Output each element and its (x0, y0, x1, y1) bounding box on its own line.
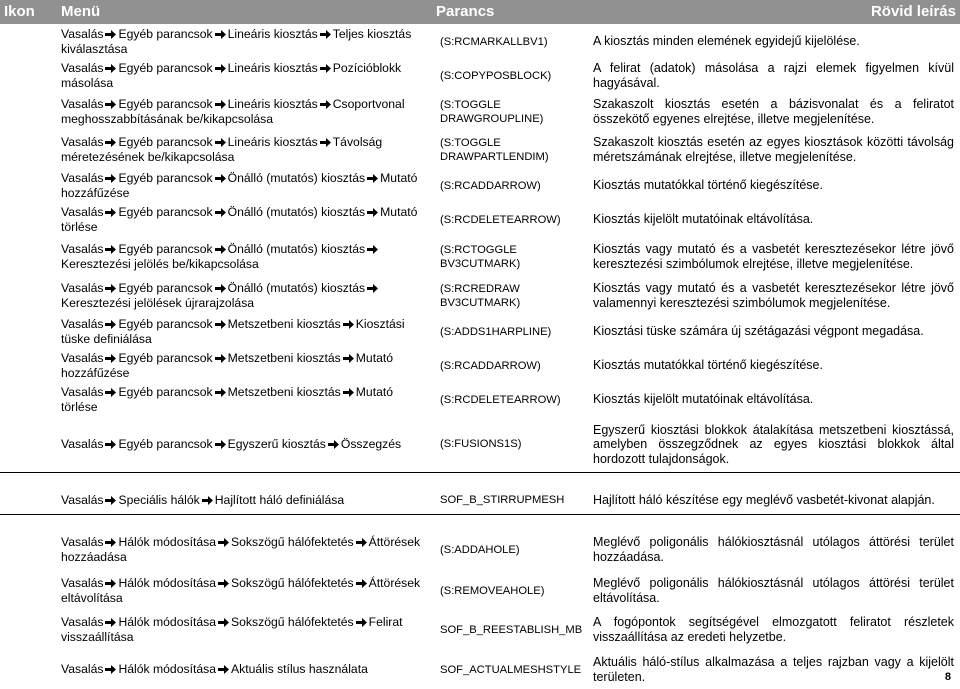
arrow-right-icon (367, 174, 378, 183)
arrow-right-icon (105, 174, 116, 183)
command-description: Kiosztás kijelölt mutatóinak eltávolítása. (593, 392, 814, 407)
command-description: Kiosztás kijelölt mutatóinak eltávolítása. (593, 212, 814, 227)
table-row (0, 382, 960, 416)
menu-path (57, 24, 432, 58)
command-icon-cell (0, 485, 57, 515)
header-ikon: Ikon (0, 0, 57, 24)
arrow-right-icon (356, 579, 367, 588)
menu-path-segment: Vasalás (61, 492, 104, 507)
arrow-right-icon (105, 440, 116, 449)
menu-path-segment: Vasalás (61, 662, 104, 677)
menu-path-segment: Vasalás (61, 385, 104, 399)
menu-path-segment: Vasalás (61, 97, 104, 111)
arrow-right-icon (215, 208, 226, 217)
header-parancs: Parancs (432, 0, 589, 24)
menu-path (57, 236, 432, 276)
command-code: (S:RCADDARROW) (440, 359, 541, 372)
arrow-right-icon (356, 618, 367, 627)
arrow-right-icon (343, 388, 354, 397)
command-code: (S:RCDELETEARROW) (440, 393, 561, 406)
arrow-right-icon (215, 440, 226, 449)
arrow-right-icon (105, 30, 116, 39)
menu-path-segment: Egyéb parancsok (118, 27, 213, 41)
separator-cell (589, 515, 960, 528)
command-description: Kiosztás vagy mutató és a vasbetét keresztezésekor létre jövő valamennyi keresztezési szimbólumok megjelenítése. (593, 281, 954, 310)
arrow-right-icon (105, 64, 116, 73)
menu-path-segment: Vasalás (61, 27, 104, 41)
menu-path-segment: Egyéb parancsok (118, 61, 213, 75)
arrow-right-icon (320, 64, 331, 73)
menu-path-segment: Lineáris kiosztás (227, 97, 318, 111)
arrow-right-icon (367, 208, 378, 217)
command-code: (S:TOGGLE DRAWGROUPLINE) (440, 98, 544, 125)
command-icon-cell (0, 649, 57, 689)
page-number: 8 (944, 671, 951, 683)
menu-path-segment: Hálók módosítása (118, 615, 217, 629)
arrow-right-icon (356, 538, 367, 547)
table-row (0, 236, 960, 276)
table-row (0, 92, 960, 130)
menu-path (57, 527, 432, 571)
menu-path (57, 202, 432, 236)
arrow-right-icon (218, 538, 229, 547)
menu-path-segment: Lineáris kiosztás (227, 27, 318, 41)
command-icon-cell (0, 571, 57, 609)
table-row (0, 168, 960, 202)
menu-path (57, 348, 432, 382)
menu-path-segment: Lineáris kiosztás (227, 61, 318, 75)
menu-path (57, 130, 432, 168)
command-description: Aktuális háló-stílus alkalmazása a teljes rajzban vagy a kijelölt területen. (593, 655, 954, 684)
header-leiras: Rövid leírás (589, 0, 960, 24)
menu-path (57, 485, 432, 515)
arrow-right-icon (105, 354, 116, 363)
command-code: (S:ADDS1HARPLINE) (440, 325, 552, 338)
command-icon-cell (0, 382, 57, 416)
table-row (0, 527, 960, 571)
menu-path-segment: Vasalás (61, 205, 104, 219)
command-code: (S:ADDAHOLE) (440, 543, 520, 556)
menu-path-segment: Csoportvonal meghosszabbításának be/kikapcsolása (61, 97, 405, 126)
menu-path-segment: Egyszerű kiosztás (227, 437, 326, 451)
arrow-right-icon (218, 618, 229, 627)
menu-path-segment: Önálló (mutatós) kiosztás (227, 281, 366, 295)
menu-path-segment: Kiosztási tüske definiálása (61, 317, 405, 346)
arrow-right-icon (215, 354, 226, 363)
command-icon-cell (0, 609, 57, 649)
table-row (0, 416, 960, 472)
menu-path (57, 649, 432, 689)
menu-path-segment: Egyéb parancsok (118, 205, 213, 219)
arrow-right-icon (105, 496, 116, 505)
group-separator (0, 515, 960, 528)
menu-path-segment: Vasalás (61, 351, 104, 365)
separator-cell (0, 515, 57, 528)
arrow-right-icon (215, 100, 226, 109)
arrow-right-icon (105, 138, 116, 147)
menu-path-segment: Vasalás (61, 242, 104, 256)
menu-path-segment: Vasalás (61, 437, 104, 451)
command-code: (S:RCREDRAW BV3CUTMARK) (440, 282, 521, 309)
menu-path-segment: Keresztezési jelölések újrarajzolása (61, 295, 255, 310)
command-icon-cell (0, 527, 57, 571)
menu-path-segment: Metszetbeni kiosztás (227, 351, 341, 365)
command-icon-cell (0, 92, 57, 130)
arrow-right-icon (320, 138, 331, 147)
command-icon-cell (0, 24, 57, 58)
menu-path-segment: Önálló (mutatós) kiosztás (227, 205, 366, 219)
arrow-right-icon (105, 100, 116, 109)
menu-path-segment: Vasalás (61, 61, 104, 75)
menu-path-segment: Aktuális stílus használata (231, 662, 368, 677)
arrow-right-icon (215, 138, 226, 147)
arrow-right-icon (105, 245, 116, 254)
menu-path-segment: Önálló (mutatós) kiosztás (227, 171, 366, 185)
command-code: SOF_B_STIRRUPMESH (440, 493, 565, 506)
separator-cell (589, 472, 960, 485)
command-icon-cell (0, 58, 57, 92)
menu-path (57, 168, 432, 202)
menu-path-segment: Összegzés (340, 437, 402, 451)
menu-path-segment: Speciális hálók (118, 492, 200, 507)
arrow-right-icon (105, 388, 116, 397)
menu-path-segment: Önálló (mutatós) kiosztás (227, 242, 366, 256)
table-header-row (0, 0, 960, 24)
menu-path-segment: Egyéb parancsok (118, 135, 213, 149)
command-description: A felirat (adatok) másolása a rajzi elemek figyelmen kívül hagyásával. (593, 61, 954, 90)
menu-path-segment: Egyéb parancsok (118, 317, 213, 331)
menu-path-segment: Vasalás (61, 576, 104, 590)
menu-path-segment: Távolság méretezésének be/kikapcsolása (61, 135, 383, 164)
menu-path-segment: Keresztezési jelölés be/kikapcsolása (61, 256, 259, 271)
menu-path-segment: Sokszögű hálófektetés (231, 576, 354, 590)
menu-path (57, 314, 432, 348)
arrow-right-icon (218, 665, 229, 674)
menu-path-segment: Hálók módosítása (118, 576, 217, 590)
arrow-right-icon (105, 320, 116, 329)
separator-cell (57, 472, 432, 485)
arrow-right-icon (218, 579, 229, 588)
arrow-right-icon (202, 496, 213, 505)
arrow-right-icon (215, 30, 226, 39)
table-row (0, 24, 960, 58)
table-row (0, 649, 960, 689)
table-row (0, 276, 960, 314)
arrow-right-icon (215, 245, 226, 254)
command-icon-cell (0, 236, 57, 276)
menu-path-segment: Sokszögű hálófektetés (231, 535, 354, 549)
menu-path-segment: Lineáris kiosztás (227, 135, 318, 149)
command-icon-cell (0, 416, 57, 472)
menu-path-segment: Teljes kiosztás kiválasztása (61, 27, 412, 56)
separator-cell (432, 472, 589, 485)
command-description: Kiosztás mutatókkal történő kiegészítése. (593, 358, 823, 373)
command-icon-cell (0, 168, 57, 202)
menu-path (57, 609, 432, 649)
separator-cell (57, 515, 432, 528)
menu-path-segment: Áttörések eltávolítása (61, 576, 421, 605)
table-row (0, 609, 960, 649)
command-code: SOF_B_REESTABLISH_MB (440, 623, 583, 636)
arrow-right-icon (343, 354, 354, 363)
command-code: (S:RCDELETEARROW) (440, 213, 561, 226)
arrow-right-icon (343, 320, 354, 329)
separator-cell (0, 472, 57, 485)
menu-path (57, 571, 432, 609)
table-row (0, 314, 960, 348)
command-description: Szakaszolt kiosztás esetén a bázisvonalat és a feliratot összekötő egyenes elrejtése, illetve megjelenítése. (593, 97, 954, 126)
menu-path-segment: Mutató törlése (61, 205, 418, 234)
menu-path-segment: Áttörések hozzáadása (61, 535, 421, 564)
command-description: Kiosztás mutatókkal történő kiegészítése. (593, 178, 823, 193)
menu-path-segment: Hálók módosítása (118, 535, 217, 549)
menu-path-segment: Vasalás (61, 281, 104, 295)
command-description: A fogópontok segítségével elmozgatott feliratot részletek visszaállítása az eredeti helyzetbe. (593, 615, 954, 644)
menu-path-segment: Egyéb parancsok (118, 171, 213, 185)
arrow-right-icon (105, 538, 116, 547)
command-description: Meglévő poligonális hálókiosztásnál utólagos áttörési terület hozzáadása. (593, 535, 954, 564)
arrow-right-icon (320, 100, 331, 109)
command-icon-cell (0, 130, 57, 168)
table-row (0, 130, 960, 168)
menu-path (57, 58, 432, 92)
menu-path (57, 416, 432, 472)
table-row (0, 202, 960, 236)
arrow-right-icon (215, 320, 226, 329)
command-code: (S:RCTOGGLE BV3CUTMARK) (440, 243, 521, 270)
command-code: (S:RCADDARROW) (440, 179, 541, 192)
command-description: A kiosztás minden elemének egyidejű kijelölése. (593, 34, 860, 49)
table-row (0, 348, 960, 382)
menu-path-segment: Egyéb parancsok (118, 437, 213, 451)
table-row (0, 58, 960, 92)
command-code: (S:COPYPOSBLOCK) (440, 69, 552, 82)
arrow-right-icon (105, 579, 116, 588)
menu-path-segment: Hajlított háló definiálása (214, 492, 345, 507)
command-code: SOF_ACTUALMESHSTYLE (440, 663, 582, 676)
menu-path-segment: Mutató törlése (61, 385, 394, 414)
menu-path-segment: Vasalás (61, 171, 104, 185)
command-description: Egyszerű kiosztási blokkok átalakítása metszetbeni kiosztássá, amelyben összegződnek az egyes kiosztási blokkok által hordozott tulajdonságok. (593, 422, 954, 466)
menu-path-segment: Egyéb parancsok (118, 281, 213, 295)
menu-path-segment: Vasalás (61, 535, 104, 549)
arrow-right-icon (367, 284, 378, 293)
command-description: Kiosztási tüske számára új szétágazási végpont megadása. (593, 324, 924, 339)
menu-path (57, 276, 432, 314)
arrow-right-icon (367, 245, 378, 254)
menu-path-segment: Metszetbeni kiosztás (227, 317, 341, 331)
menu-path-segment: Vasalás (61, 317, 104, 331)
command-code: (S:TOGGLE DRAWPARTLENDIM) (440, 136, 549, 163)
arrow-right-icon (320, 30, 331, 39)
menu-path-segment: Metszetbeni kiosztás (227, 385, 341, 399)
menu-path-segment: Vasalás (61, 135, 104, 149)
arrow-right-icon (105, 208, 116, 217)
group-separator (0, 472, 960, 485)
command-code: (S:REMOVEAHOLE) (440, 584, 545, 597)
menu-path-segment: Egyéb parancsok (118, 385, 213, 399)
arrow-right-icon (105, 665, 116, 674)
menu-path (57, 382, 432, 416)
separator-cell (432, 515, 589, 528)
arrow-right-icon (215, 64, 226, 73)
command-icon-cell (0, 348, 57, 382)
command-icon-cell (0, 276, 57, 314)
command-description: Szakaszolt kiosztás esetén az egyes kiosztások közötti távolság méretszámának elrejtése, illetve megjelenítése. (593, 135, 954, 164)
menu-path-segment: Mutató hozzáfűzése (61, 351, 394, 380)
menu-path-segment: Vasalás (61, 615, 104, 629)
menu-path-segment: Mutató hozzáfűzése (61, 171, 418, 200)
command-code: (S:FUSIONS1S) (440, 438, 522, 451)
menu-path-segment: Egyéb parancsok (118, 97, 213, 111)
table-row (0, 485, 960, 515)
menu-path-segment: Felirat visszaállítása (61, 615, 403, 644)
table-row (0, 571, 960, 609)
menu-path-segment: Sokszögű hálófektetés (231, 615, 354, 629)
command-description: Hajlított háló készítése egy meglévő vasbetét-kivonat alapján. (593, 492, 935, 507)
command-description: Kiosztás vagy mutató és a vasbetét keresztezésekor létre jövő keresztezési szimbólumok elrejtése, illetve megjelenítése. (593, 242, 954, 271)
menu-path (57, 92, 432, 130)
arrow-right-icon (105, 284, 116, 293)
command-description: Meglévő poligonális hálókiosztásnál utólagos áttörési terület eltávolítása. (593, 576, 954, 605)
menu-path-segment: Pozícióblokk másolása (61, 61, 402, 90)
arrow-right-icon (328, 440, 339, 449)
command-code: (S:RCMARKALLBV1) (440, 35, 548, 48)
arrow-right-icon (215, 174, 226, 183)
header-menu: Menü (57, 0, 432, 24)
menu-path-segment: Hálók módosítása (118, 662, 217, 677)
menu-path-segment: Egyéb parancsok (118, 351, 213, 365)
menu-path-segment: Egyéb parancsok (118, 242, 213, 256)
command-icon-cell (0, 314, 57, 348)
arrow-right-icon (215, 388, 226, 397)
command-icon-cell (0, 202, 57, 236)
arrow-right-icon (105, 618, 116, 627)
arrow-right-icon (215, 284, 226, 293)
